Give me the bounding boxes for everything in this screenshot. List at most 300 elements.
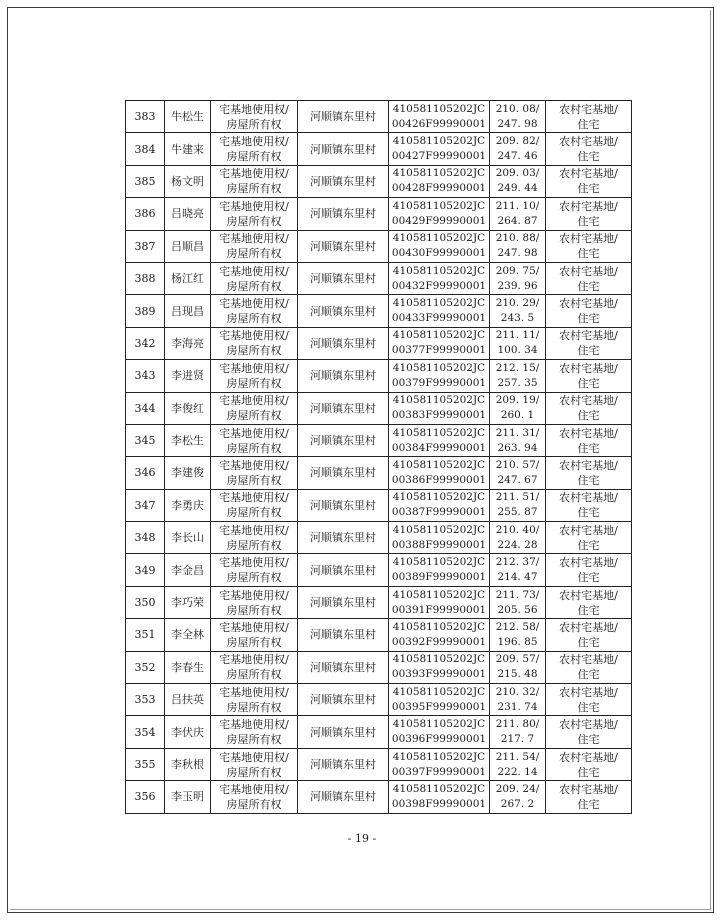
owner-name-cell <box>165 165 211 197</box>
land-use-cell-text: 农村宅基地/ <box>559 685 618 699</box>
area-cell <box>490 522 546 554</box>
land-use-cell-text: 住宅 <box>577 344 600 358</box>
parcel-code-cell-text: 410581105202JC <box>392 199 486 212</box>
parcel-code-cell <box>389 489 490 521</box>
table-row <box>126 651 632 683</box>
land-use-cell-text: 住宅 <box>577 571 600 585</box>
parcel-code-cell-text: 410581105202JC <box>392 620 486 633</box>
right-type-cell-text: 房屋所有权 <box>226 765 282 779</box>
right-type-cell-text: 宅基地使用权/ <box>219 264 289 278</box>
land-use-cell <box>546 392 632 424</box>
owner-name-cell <box>165 327 211 359</box>
parcel-code-cell-text: 00433F99990001 <box>391 312 487 325</box>
area-cell-text: 209. 19/ <box>495 394 540 407</box>
row-number-cell-text: 386 <box>134 207 156 221</box>
right-type-cell-text: 房屋所有权 <box>226 150 282 164</box>
location-cell-text: 河顺镇东里村 <box>310 466 376 480</box>
row-number-cell <box>126 424 165 456</box>
row-number-cell <box>126 295 165 327</box>
area-cell-text: 247. 98 <box>497 247 538 260</box>
area-cell-text: 209. 24/ <box>495 782 540 795</box>
location-cell <box>298 489 389 521</box>
land-use-cell-text: 住宅 <box>577 376 600 390</box>
parcel-code-cell <box>389 424 490 456</box>
owner-name-cell-text: 李进贤 <box>171 369 204 383</box>
right-type-cell <box>211 781 298 813</box>
row-number-cell-text: 354 <box>134 725 156 739</box>
area-cell-text: 231. 74 <box>497 700 538 713</box>
location-cell <box>298 619 389 651</box>
row-number-cell-text: 350 <box>134 596 156 610</box>
row-number-cell-text: 356 <box>134 790 156 804</box>
land-use-cell-text: 住宅 <box>577 603 600 617</box>
right-type-cell-text: 房屋所有权 <box>226 441 282 455</box>
row-number-cell <box>126 586 165 618</box>
owner-name-cell <box>165 684 211 716</box>
table-row <box>126 295 632 327</box>
right-type-cell-text: 宅基地使用权/ <box>219 135 289 149</box>
parcel-code-cell-text: 410581105202JC <box>392 329 486 342</box>
parcel-code-cell-text: 00428F99990001 <box>391 182 487 195</box>
area-cell-text: 212. 58/ <box>495 620 540 633</box>
land-use-cell-text: 住宅 <box>577 797 600 811</box>
right-type-cell-text: 宅基地使用权/ <box>219 620 289 634</box>
location-cell <box>298 651 389 683</box>
area-cell-text: 239. 96 <box>497 279 538 292</box>
row-number-cell <box>126 684 165 716</box>
parcel-code-cell-text: 410581105202JC <box>392 394 486 407</box>
location-cell <box>298 748 389 780</box>
row-number-cell-text: 349 <box>134 563 156 577</box>
row-number-cell <box>126 651 165 683</box>
right-type-cell-text: 房屋所有权 <box>226 603 282 617</box>
parcel-code-cell-text: 410581105202JC <box>392 135 486 148</box>
area-cell <box>490 586 546 618</box>
right-type-cell <box>211 522 298 554</box>
row-number-cell <box>126 716 165 748</box>
owner-name-cell-text: 牛建来 <box>171 142 204 156</box>
owner-name-cell-text: 李玉明 <box>171 790 204 804</box>
area-cell-text: 210. 88/ <box>495 232 540 245</box>
parcel-code-cell-text: 410581105202JC <box>392 491 486 504</box>
location-cell-text: 河顺镇东里村 <box>310 110 376 124</box>
location-cell-text: 河顺镇东里村 <box>310 239 376 253</box>
location-cell <box>298 262 389 294</box>
land-use-cell-text: 住宅 <box>577 182 600 196</box>
right-type-cell-text: 房屋所有权 <box>226 733 282 747</box>
right-type-cell-text: 房屋所有权 <box>226 538 282 552</box>
right-type-cell-text: 房屋所有权 <box>226 247 282 261</box>
land-use-cell-text: 农村宅基地/ <box>559 556 618 570</box>
parcel-code-cell <box>389 101 490 133</box>
owner-name-cell <box>165 716 211 748</box>
area-cell <box>490 165 546 197</box>
row-number-cell <box>126 489 165 521</box>
area-cell-text: 209. 57/ <box>495 653 540 666</box>
area-cell-text: 212. 15/ <box>495 361 540 374</box>
location-cell <box>298 586 389 618</box>
parcel-code-cell-text: 00396F99990001 <box>391 733 487 746</box>
land-use-cell <box>546 327 632 359</box>
row-number-cell-text: 385 <box>134 174 156 188</box>
parcel-code-cell <box>389 619 490 651</box>
row-number-cell-text: 345 <box>134 434 156 448</box>
land-use-cell-text: 住宅 <box>577 441 600 455</box>
owner-name-cell <box>165 651 211 683</box>
owner-name-cell <box>165 619 211 651</box>
table-row <box>126 522 632 554</box>
area-cell-text: 224. 28 <box>497 538 538 551</box>
owner-name-cell-text: 杨江红 <box>171 272 204 286</box>
table-body <box>126 101 632 814</box>
row-number-cell-text: 383 <box>134 110 156 124</box>
area-cell-text: 210. 40/ <box>495 523 540 536</box>
owner-name-cell <box>165 295 211 327</box>
owner-name-cell-text: 吕顺昌 <box>171 239 204 253</box>
area-cell-text: 260. 1 <box>500 409 535 422</box>
table-row <box>126 586 632 618</box>
area-cell-text: 209. 82/ <box>495 135 540 148</box>
area-cell-text: 211. 51/ <box>495 491 540 504</box>
land-use-cell <box>546 424 632 456</box>
location-cell <box>298 457 389 489</box>
area-cell-text: 211. 73/ <box>495 588 540 601</box>
right-type-cell-text: 房屋所有权 <box>226 635 282 649</box>
row-number-cell <box>126 457 165 489</box>
table-row <box>126 198 632 230</box>
location-cell <box>298 198 389 230</box>
parcel-code-cell <box>389 748 490 780</box>
right-type-cell-text: 房屋所有权 <box>226 700 282 714</box>
parcel-code-cell-text: 00397F99990001 <box>391 765 487 778</box>
row-number-cell <box>126 619 165 651</box>
land-use-cell-text: 住宅 <box>577 700 600 714</box>
location-cell-text: 河顺镇东里村 <box>310 758 376 771</box>
row-number-cell-text: 388 <box>134 272 156 286</box>
owner-name-cell-text: 李秋根 <box>171 758 204 771</box>
area-cell-text: 214. 47 <box>497 571 538 584</box>
land-use-cell-text: 住宅 <box>577 247 600 261</box>
parcel-code-cell-text: 410581105202JC <box>392 653 486 666</box>
right-type-cell-text: 房屋所有权 <box>226 117 282 131</box>
land-use-cell-text: 住宅 <box>577 733 600 747</box>
location-cell-text: 河顺镇东里村 <box>310 272 376 286</box>
location-cell <box>298 230 389 262</box>
parcel-code-cell-text: 410581105202JC <box>392 426 486 439</box>
owner-name-cell <box>165 586 211 618</box>
parcel-code-cell <box>389 781 490 813</box>
area-cell-text: 263. 94 <box>497 441 538 454</box>
area-cell <box>490 392 546 424</box>
area-cell-text: 211. 80/ <box>495 718 540 731</box>
right-type-cell-text: 宅基地使用权/ <box>219 297 289 311</box>
owner-name-cell <box>165 392 211 424</box>
owner-name-cell <box>165 489 211 521</box>
row-number-cell-text: 348 <box>134 531 156 545</box>
right-type-cell-text: 宅基地使用权/ <box>219 523 289 537</box>
row-number-cell-text: 344 <box>134 401 156 415</box>
parcel-code-cell <box>389 230 490 262</box>
parcel-code-cell-text: 00379F99990001 <box>391 376 487 389</box>
location-cell <box>298 327 389 359</box>
area-cell <box>490 748 546 780</box>
table-row <box>126 748 632 780</box>
land-use-cell <box>546 748 632 780</box>
parcel-code-cell <box>389 295 490 327</box>
area-cell-text: 222. 14 <box>497 765 538 778</box>
owner-name-cell <box>165 424 211 456</box>
table-row <box>126 781 632 813</box>
table-row <box>126 101 632 133</box>
row-number-cell <box>126 554 165 586</box>
parcel-code-cell <box>389 360 490 392</box>
right-type-cell-text: 宅基地使用权/ <box>219 782 289 796</box>
page-number: - 19 - <box>347 832 377 845</box>
parcel-code-cell-text: 410581105202JC <box>392 685 486 698</box>
row-number-cell-text: 342 <box>134 336 156 350</box>
right-type-cell <box>211 392 298 424</box>
location-cell <box>298 133 389 165</box>
land-use-cell-text: 住宅 <box>577 312 600 326</box>
parcel-code-cell <box>389 327 490 359</box>
owner-name-cell <box>165 101 211 133</box>
table-row <box>126 457 632 489</box>
parcel-code-cell-text: 410581105202JC <box>392 458 486 471</box>
land-use-cell-text: 农村宅基地/ <box>559 232 618 246</box>
land-use-cell <box>546 684 632 716</box>
parcel-code-cell-text: 00395F99990001 <box>391 700 487 713</box>
land-use-cell-text: 农村宅基地/ <box>559 491 618 505</box>
area-cell-text: 209. 75/ <box>495 264 540 277</box>
row-number-cell-text: 346 <box>134 466 156 480</box>
right-type-cell-text: 宅基地使用权/ <box>219 685 289 699</box>
location-cell <box>298 716 389 748</box>
land-use-cell <box>546 230 632 262</box>
area-cell-text: 196. 85 <box>497 635 538 648</box>
owner-name-cell <box>165 554 211 586</box>
parcel-code-cell-text: 00384F99990001 <box>391 441 487 454</box>
parcel-code-cell-text: 00377F99990001 <box>391 344 487 357</box>
right-type-cell-text: 宅基地使用权/ <box>219 232 289 246</box>
parcel-code-cell-text: 00426F99990001 <box>391 117 487 130</box>
parcel-code-cell-text: 00383F99990001 <box>391 409 487 422</box>
right-type-cell <box>211 262 298 294</box>
row-number-cell <box>126 262 165 294</box>
land-use-cell-text: 农村宅基地/ <box>559 426 618 440</box>
right-type-cell-text: 宅基地使用权/ <box>219 556 289 570</box>
area-cell-text: 210. 32/ <box>495 685 540 698</box>
owner-name-cell-text: 吕晓亮 <box>171 207 204 221</box>
land-use-cell-text: 住宅 <box>577 409 600 423</box>
owner-name-cell-text: 李春生 <box>171 660 204 674</box>
right-type-cell-text: 房屋所有权 <box>226 473 282 487</box>
location-cell <box>298 522 389 554</box>
area-cell <box>490 198 546 230</box>
parcel-code-cell-text: 410581105202JC <box>392 297 486 310</box>
table-row <box>126 424 632 456</box>
location-cell-text: 河顺镇东里村 <box>310 790 376 804</box>
parcel-code-cell-text: 410581105202JC <box>392 718 486 731</box>
area-cell-text: 209. 03/ <box>495 167 540 180</box>
parcel-code-cell-text: 00432F99990001 <box>391 279 487 292</box>
right-type-cell <box>211 748 298 780</box>
right-type-cell-text: 房屋所有权 <box>226 668 282 682</box>
row-number-cell-text: 387 <box>134 239 156 253</box>
owner-name-cell-text: 牛松生 <box>171 110 204 124</box>
right-type-cell <box>211 327 298 359</box>
land-use-cell-text: 农村宅基地/ <box>559 458 618 472</box>
land-use-cell <box>546 133 632 165</box>
land-use-cell <box>546 586 632 618</box>
parcel-code-cell-text: 00430F99990001 <box>391 247 487 260</box>
owner-name-cell <box>165 522 211 554</box>
parcel-code-cell-text: 410581105202JC <box>392 782 486 795</box>
area-cell-text: 217. 7 <box>500 733 535 746</box>
right-type-cell-text: 宅基地使用权/ <box>219 329 289 343</box>
owner-name-cell-text: 李长山 <box>171 531 204 545</box>
row-number-cell-text: 351 <box>134 628 156 642</box>
table-row <box>126 262 632 294</box>
area-cell-text: 247. 46 <box>497 150 538 163</box>
row-number-cell <box>126 360 165 392</box>
right-type-cell <box>211 586 298 618</box>
land-use-cell-text: 住宅 <box>577 765 600 779</box>
parcel-code-cell-text: 410581105202JC <box>392 264 486 277</box>
parcel-code-cell-text: 00387F99990001 <box>391 506 487 519</box>
area-cell <box>490 716 546 748</box>
table-row <box>126 360 632 392</box>
land-use-cell <box>546 554 632 586</box>
location-cell-text: 河顺镇东里村 <box>310 434 376 448</box>
parcel-code-cell <box>389 457 490 489</box>
row-number-cell <box>126 165 165 197</box>
row-number-cell <box>126 522 165 554</box>
location-cell <box>298 295 389 327</box>
location-cell-text: 河顺镇东里村 <box>310 660 376 674</box>
area-cell-text: 211. 54/ <box>495 750 540 763</box>
land-use-cell <box>546 295 632 327</box>
parcel-code-cell <box>389 198 490 230</box>
owner-name-cell <box>165 198 211 230</box>
area-cell <box>490 619 546 651</box>
right-type-cell-text: 房屋所有权 <box>226 312 282 326</box>
area-cell-text: 211. 11/ <box>495 329 540 342</box>
land-use-cell <box>546 489 632 521</box>
parcel-code-cell-text: 00391F99990001 <box>391 603 487 616</box>
parcel-code-cell-text: 00386F99990001 <box>391 473 487 486</box>
land-use-cell <box>546 619 632 651</box>
table-row <box>126 489 632 521</box>
right-type-cell-text: 宅基地使用权/ <box>219 718 289 732</box>
area-cell-text: 211. 10/ <box>495 199 540 212</box>
right-type-cell <box>211 424 298 456</box>
parcel-code-cell-text: 410581105202JC <box>392 232 486 245</box>
parcel-code-cell-text: 410581105202JC <box>392 167 486 180</box>
land-use-cell-text: 农村宅基地/ <box>559 361 618 375</box>
location-cell <box>298 392 389 424</box>
parcel-code-cell <box>389 554 490 586</box>
land-use-cell-text: 农村宅基地/ <box>559 750 618 764</box>
owner-name-cell <box>165 262 211 294</box>
area-cell-text: 100. 34 <box>497 344 538 357</box>
right-type-cell-text: 宅基地使用权/ <box>219 167 289 181</box>
row-number-cell <box>126 230 165 262</box>
owner-name-cell-text: 李建俊 <box>171 466 204 480</box>
right-type-cell <box>211 295 298 327</box>
parcel-code-cell <box>389 165 490 197</box>
land-use-cell <box>546 165 632 197</box>
owner-name-cell-text: 杨文明 <box>171 174 204 188</box>
area-cell <box>490 554 546 586</box>
parcel-code-cell <box>389 716 490 748</box>
parcel-code-cell <box>389 133 490 165</box>
right-type-cell-text: 房屋所有权 <box>226 409 282 423</box>
land-use-cell-text: 农村宅基地/ <box>559 199 618 213</box>
parcel-code-cell-text: 410581105202JC <box>392 523 486 536</box>
parcel-code-cell <box>389 586 490 618</box>
land-use-cell-text: 农村宅基地/ <box>559 297 618 311</box>
area-cell-text: 267. 2 <box>500 797 535 810</box>
parcel-code-cell-text: 410581105202JC <box>392 556 486 569</box>
row-number-cell-text: 353 <box>134 693 156 707</box>
location-cell-text: 河顺镇东里村 <box>310 531 376 545</box>
right-type-cell-text: 房屋所有权 <box>226 279 282 293</box>
land-use-cell-text: 住宅 <box>577 668 600 682</box>
right-type-cell-text: 房屋所有权 <box>226 182 282 196</box>
location-cell <box>298 684 389 716</box>
owner-name-cell-text: 吕扶英 <box>171 693 204 707</box>
area-cell-text: 210. 57/ <box>495 458 540 471</box>
right-type-cell <box>211 133 298 165</box>
owner-name-cell-text: 李海亮 <box>171 336 204 350</box>
parcel-code-cell-text: 00393F99990001 <box>391 668 487 681</box>
right-type-cell-text: 宅基地使用权/ <box>219 102 289 116</box>
owner-name-cell <box>165 457 211 489</box>
owner-name-cell <box>165 781 211 813</box>
row-number-cell <box>126 327 165 359</box>
parcel-code-cell-text: 410581105202JC <box>392 588 486 601</box>
location-cell-text: 河顺镇东里村 <box>310 596 376 610</box>
right-type-cell-text: 宅基地使用权/ <box>219 750 289 764</box>
parcel-code-cell-text: 00388F99990001 <box>391 538 487 551</box>
area-cell <box>490 684 546 716</box>
land-use-cell-text: 住宅 <box>577 635 600 649</box>
row-number-cell <box>126 748 165 780</box>
parcel-code-cell <box>389 651 490 683</box>
location-cell-text: 河顺镇东里村 <box>310 693 376 707</box>
row-number-cell <box>126 198 165 230</box>
area-cell-text: 215. 48 <box>497 668 538 681</box>
land-use-cell-text: 农村宅基地/ <box>559 394 618 408</box>
owner-name-cell-text: 李松生 <box>171 434 204 448</box>
owner-name-cell-text: 李伏庆 <box>171 725 204 739</box>
area-cell <box>490 424 546 456</box>
owner-name-cell-text: 李巧荣 <box>171 596 204 610</box>
right-type-cell-text: 宅基地使用权/ <box>219 394 289 408</box>
table-row <box>126 554 632 586</box>
area-cell <box>490 489 546 521</box>
parcel-code-cell-text: 00427F99990001 <box>391 150 487 163</box>
location-cell-text: 河顺镇东里村 <box>310 401 376 415</box>
right-type-cell-text: 房屋所有权 <box>226 797 282 811</box>
location-cell-text: 河顺镇东里村 <box>310 142 376 156</box>
land-use-cell <box>546 457 632 489</box>
table-row <box>126 392 632 424</box>
land-use-cell <box>546 651 632 683</box>
parcel-code-cell-text: 410581105202JC <box>392 102 486 115</box>
right-type-cell-text: 宅基地使用权/ <box>219 199 289 213</box>
land-use-cell-text: 农村宅基地/ <box>559 135 618 149</box>
